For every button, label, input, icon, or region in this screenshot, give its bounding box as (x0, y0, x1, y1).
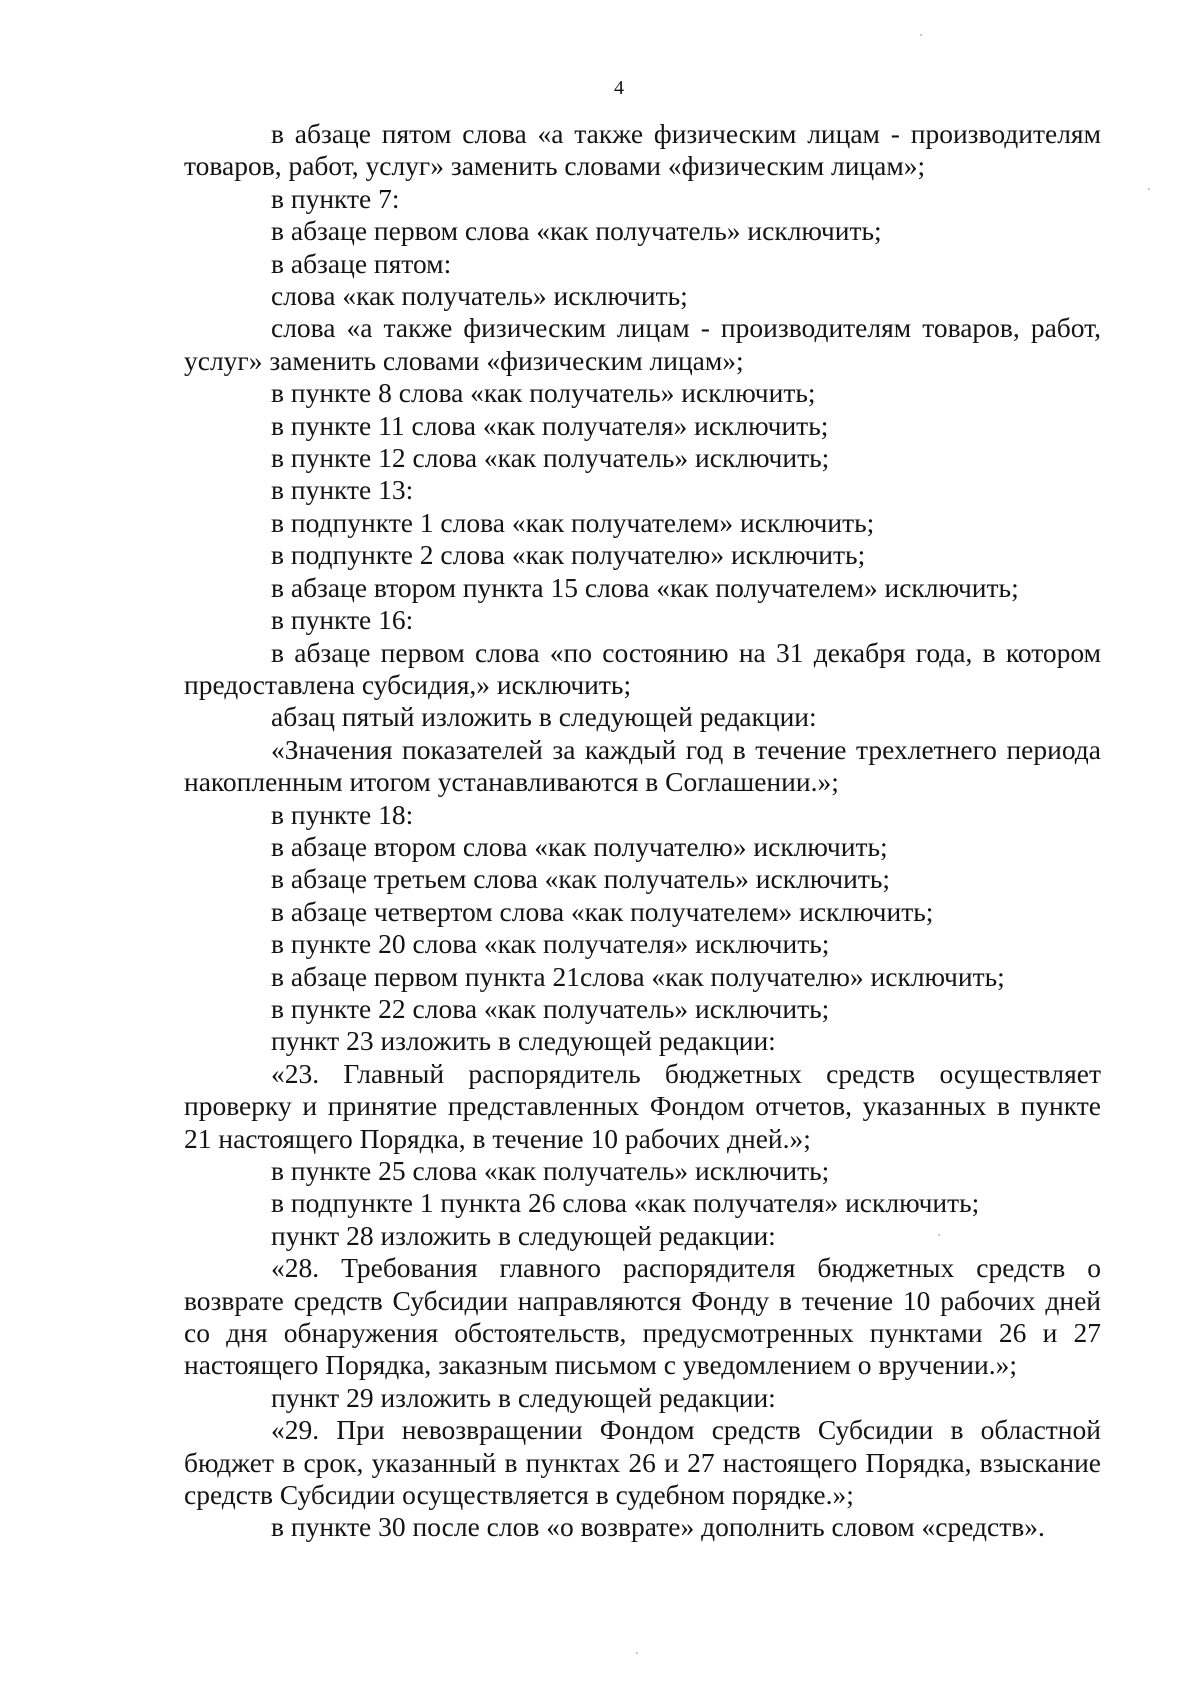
paragraph: «29. При невозвращении Фондом средств Субсидии в областной бюджет в срок, указанный в пунктах 26 и 27 настоящего Порядка, взыскание средств Субсидии осуществляется в судебном порядке.»; (184, 1414, 1101, 1511)
paragraph: абзац пятый изложить в следующей редакции: (271, 701, 817, 733)
paragraph: в абзаце первом слова «как получатель» исключить; (271, 215, 882, 247)
paragraph: в пункте 18: (271, 798, 414, 830)
paragraph: в пункте 22 слова «как получатель» исключить; (271, 992, 830, 1024)
paragraph: в пункте 13: (271, 474, 414, 506)
paragraph: в пункте 12 слова «как получатель» исключить; (271, 442, 830, 474)
page-number: 4 (614, 77, 624, 99)
paragraph: в подпункте 1 слова «как получателем» исключить; (271, 506, 875, 538)
paragraph: в пункте 11 слова «как получателя» исключить; (271, 409, 829, 441)
scan-speck (938, 1234, 940, 1236)
paragraph: в пункте 8 слова «как получатель» исключить; (271, 377, 816, 409)
paragraph: в подпункте 1 пункта 26 слова «как получателя» исключить; (271, 1187, 980, 1219)
paragraph: в пункте 16: (271, 604, 414, 636)
paragraph: в абзаце втором пункта 15 слова «как получателем» исключить; (271, 571, 1019, 603)
paragraph: слова «как получатель» исключить; (271, 280, 688, 312)
paragraph: в абзаце первом слова «по состоянию на 31 декабря года, в котором предоставлена субсидия,» исключить; (184, 636, 1101, 700)
paragraph: в пункте 20 слова «как получателя» исключить; (271, 928, 830, 960)
paragraph: пункт 23 изложить в следующей редакции: (271, 1025, 776, 1057)
paragraph: в пункте 30 после слов «о возврате» дополнить словом «средств». (271, 1511, 1045, 1543)
paragraph: «28. Требования главного распорядителя бюджетных средств о возврате средств Субсидии направляются Фонду в течение 10 рабочих дней со дня обнаружения обстоятельств, предусмотренных пунктами 26 и 27 настоящего Порядка, заказным письмом с уведомлением о вручении.»; (184, 1252, 1101, 1381)
paragraph: пункт 28 изложить в следующей редакции: (271, 1219, 776, 1251)
paragraph: «23. Главный распорядитель бюджетных средств осуществляет проверку и принятие представленных Фондом отчетов, указанных в пункте 21 настоящего Порядка, в течение 10 рабочих дней.»; (184, 1057, 1101, 1154)
paragraph: «Значения показателей за каждый год в течение трехлетнего периода накопленным итогом устанавливаются в Соглашении.»; (184, 733, 1101, 798)
paragraph: в пункте 25 слова «как получатель» исключить; (271, 1155, 830, 1186)
scan-speck (920, 34, 922, 36)
paragraph: в абзаце четвертом слова «как получателем» исключить; (271, 895, 934, 927)
paragraph: в абзаце втором слова «как получателю» исключить; (271, 830, 888, 862)
paragraph: в абзаце пятом слова «а также физическим лицам - производителям товаров, работ, услуг» заменить словами «физическим лицам»; (184, 118, 1101, 182)
scan-speck (636, 1652, 638, 1654)
paragraph: в пункте 7: (271, 182, 400, 214)
paragraph: в подпункте 2 слова «как получателю» исключить; (271, 539, 866, 571)
paragraph: в абзаце пятом: (271, 247, 452, 279)
scan-speck (1148, 188, 1150, 190)
paragraph: в абзаце первом пункта 21слова «как получателю» исключить; (271, 960, 1005, 992)
paragraph: слова «а также физическим лицам - производителям товаров, работ, услуг» заменить словами «физическим лицам»; (184, 312, 1101, 376)
document-body (184, 118, 1101, 1544)
paragraph: пункт 29 изложить в следующей редакции: (271, 1381, 776, 1413)
paragraph: в абзаце третьем слова «как получатель» исключить; (271, 863, 891, 895)
